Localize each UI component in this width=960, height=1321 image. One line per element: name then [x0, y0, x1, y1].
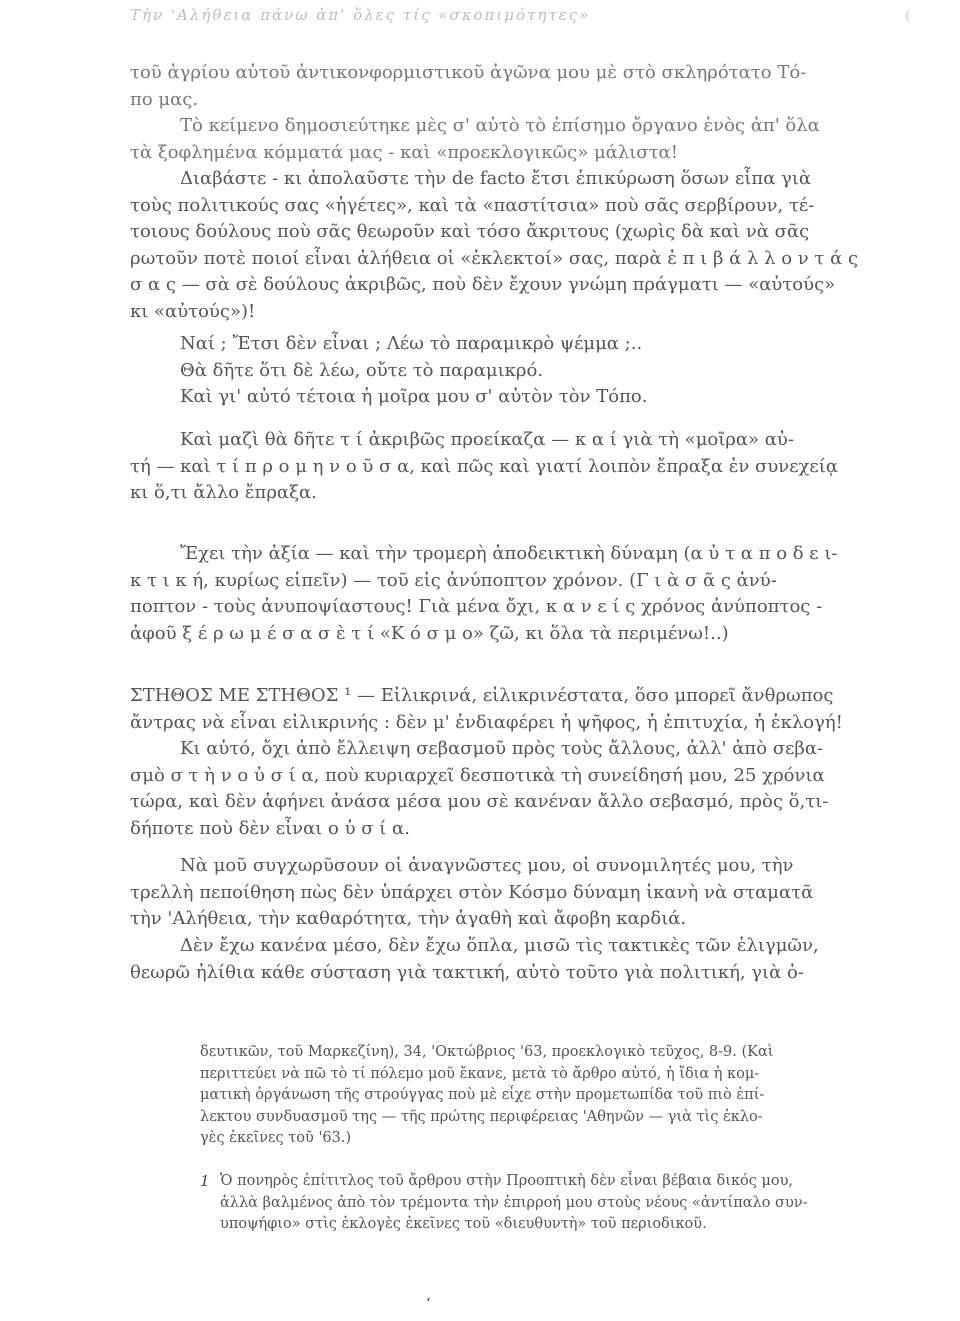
text-line: τρελλὴ πεποίθηση πὼς δὲν ὑπάρχει στὸν Κόσμο δύναμη ἱκανὴ νὰ σταματᾶ	[130, 881, 814, 903]
footnote-line: δευτικῶν, τοῦ Μαρκεζίνη), 34, 'Οκτώβριος '63, προεκλογικὸ τεῦχος, 8-9. (Καὶ	[200, 1044, 774, 1060]
text-line: σ α ς — σὰ σὲ δούλους ἀκριβῶς, ποὺ δὲν ἔχουν γνώμη πράγματι — «αὐτούς»	[130, 274, 836, 295]
text-line: Καὶ γι' αὐτό τέτοια ἡ μοῖρα μου σ' αὐτὸν τὸν Τόπο.	[180, 386, 648, 407]
paragraph	[130, 60, 875, 113]
text-line: τοὺς πολιτικούς σας «ἡγέτες», καὶ τὰ «παστίτσια» ποὺ σᾶς σερβίρουν, τέ-	[130, 194, 815, 216]
text-line: Κι αὐτό, ὄχι ἀπὸ ἔλλειψη σεβασμοῦ πρὸς τοὺς ἄλλους, ἀλλ' ἀπὸ σεβα-	[180, 738, 824, 759]
text-line: σμὸ σ τ ὴ ν ο ὐ σ ί α, ποὺ κυριαρχεῖ δεσποτικὰ τὴ συνείδησή μου, 25 χρόνια	[130, 764, 825, 786]
text-line: τή — καὶ τ ί π ρ ο μ η ν ο ῦ σ α, καὶ πῶς καὶ γιατί λοιπὸν ἔπραξα ἐν συνεχείᾳ	[130, 455, 838, 477]
footnote-line: Ὁ πονηρὸς ἐπίτιτλος τοῦ ἄρθρου στὴν Προοπτικὴ δὲν εἶναι βέβαια δικός μου,	[220, 1173, 794, 1189]
footnote-line: λεκτου συνδυασμοῦ της — τῆς πρώτης περιφέρειας 'Αθηνῶν — γιὰ τὶς ἐκλο-	[200, 1108, 763, 1125]
paragraph	[130, 331, 875, 411]
footnote-line: περιττεύει νὰ πῶ τὸ τί πόλεμο μοῦ ἔκανε, μετὰ τὸ ἄρθρο αὐτό, ἡ ἴδια ἡ κομ-	[200, 1065, 760, 1082]
paragraph	[130, 541, 875, 647]
paragraph	[130, 427, 875, 507]
footnote-line: ἀλλὰ βαλμένος ἀπὸ τὸν τρέμοντα τὴν ἐπιρροή μου στοὺς νέους «ἀντίπαλο συν-	[220, 1194, 808, 1211]
paragraph	[130, 853, 875, 933]
paragraph	[130, 166, 875, 325]
text-line: Νὰ μοῦ συγχωρῦσουν οἱ ἀναγνῶστες μου, οἱ συνομιλητές μου, τὴν	[180, 855, 794, 876]
text-line: Ἔχει τὴν ἀξία — καὶ τὴν τρομερὴ ἀποδεικτικὴ δύναμη (α ὐ τ α π ο δ ε ι-	[180, 543, 838, 564]
footnote	[220, 1171, 875, 1236]
page-number: ‘	[426, 1296, 431, 1312]
running-header: Τὴν 'Αλήθεια πάνω ἀπ' ὅλες τίς «σκοπιμότητες»	[130, 6, 591, 24]
paragraph	[130, 933, 875, 986]
text-line: Θὰ δῆτε ὅτι δὲ λέω, οὔτε τὸ παραμικρό.	[180, 359, 544, 381]
footnote-marker: 1	[200, 1172, 210, 1190]
text-line: πο μας.	[130, 88, 199, 110]
text-line: Τὸ κείμενο δημοσιεύτηκε μὲς σ' αὐτὸ τὸ ἐπίσημο ὄργανο ἑνὸς ἀπ' ὅλα	[180, 115, 820, 136]
footnote-line: υποψήφιο» στὶς ἐκλογὲς ἐκεῖνες τοῦ «διευθυντὴ» τοῦ περιοδικοῦ.	[220, 1216, 707, 1232]
text-line: ἀφοῦ ξ έ ρ ω μ έ σ α σ ὲ τ ί «Κ ό σ μ ο» ζῶ, κι ὅλα τὰ περιμένω!..)	[130, 622, 729, 644]
text-line: τὰ ξοφλημένα κόμματά μας - καὶ «προεκλογικῶς» μάλιστα!	[130, 141, 678, 163]
text-line: Ναί ; Ἔτσι δὲν εἶναι ; Λέω τὸ παραμικρὸ ψέμμα ;..	[180, 333, 643, 354]
header-page-mark: (	[905, 8, 911, 24]
text-line: δήποτε ποὺ δὲν εἶναι ο ὐ σ ί α.	[130, 817, 410, 839]
footnote-continuation	[200, 1042, 875, 1150]
text-line: ἄντρας νὰ εἶναι εἰλικρινής : δὲν μ' ἐνδιαφέρει ἡ ψῆφος, ἡ ἐπιτυχία, ἡ ἐκλογή!	[130, 711, 843, 733]
text-line: Διαβάστε - κι ἀπολαῦστε τὴν de facto ἔτσι ἐπικύρωση ὅσων εἶπα γιὰ	[180, 168, 812, 189]
text-line: θεωρῶ ἠλίθια κάθε σύσταση γιὰ τακτική, αὐτὸ τοῦτο γιὰ πολιτική, γιὰ ὁ-	[130, 961, 804, 983]
text-line: κ τ ι κ ή, κυρίως εἰπεῖν) — τοῦ εἰς ἀνύποπτον χρόνον. (Γ ι ὰ σ ᾶ ς ἀνύ-	[130, 569, 777, 591]
text-line: τοιους δούλους ποὺ σᾶς θεωροῦν καὶ τόσο ἄκριτους (χωρὶς δὰ καὶ νὰ σᾶς	[130, 221, 810, 242]
text-line: τώρα, καὶ δὲν ἀφήνει ἀνάσα μέσα μου σὲ κανέναν ἄλλο σεβασμό, πρὸς ὅ,τι-	[130, 791, 829, 812]
text-line: τοῦ ἀγρίου αὐτοῦ ἀντικονφορμιστικοῦ ἀγῶνα μου μὲ στὸ σκληρότατο Τό-	[130, 62, 807, 83]
text-line: ποπτον - τοὺς ἀνυποψίαστους! Γιὰ μένα ὄχι, κ α ν ε ί ς χρόνος ἀνύποπτος -	[130, 596, 823, 617]
text-line: ΣΤΗΘΟΣ ΜΕ ΣΤΗΘΟΣ ¹ — Εἰλικρινά, εἰλικρινέστατα, ὅσο μπορεῖ ἄνθρωπος	[130, 685, 834, 706]
text-line: ρωτοῦν ποτὲ ποιοί εἶναι ἀλήθεια οἱ «ἐκλεκτοί» σας, παρὰ ἐ π ι β ά λ λ ο ν τ ά ς	[130, 247, 859, 269]
footnote-line: γὲς ἐκεῖνες τοῦ '63.)	[200, 1130, 352, 1146]
paragraph	[130, 683, 875, 842]
text-line: κι «αὐτούς»)!	[130, 300, 256, 322]
text-line: κι ὅ,τι ἄλλο ἔπραξα.	[130, 482, 317, 503]
text-line: Δὲν ἔχω κανένα μέσο, δὲν ἔχω ὅπλα, μισῶ τὶς τακτικὲς τῶν ἑλιγμῶν,	[180, 935, 819, 956]
text-line: Καὶ μαζὶ θὰ δῆτε τ ί ἀκριβῶς προείκαζα — κ α ί γιὰ τὴ «μοῖρα» αὐ-	[180, 429, 794, 450]
footnote-line: ματικὴ ὀργάνωση τῆς στρούγγας ποὺ μὲ εἶχε στὴν προμετωπίδα τοῦ πιὸ ἐπί-	[200, 1087, 765, 1103]
paragraph	[130, 113, 875, 166]
text-line: τὴν 'Αλήθεια, τὴν καθαρότητα, τὴν ἀγαθὴ καὶ ἄφοβη καρδιά.	[130, 908, 687, 929]
